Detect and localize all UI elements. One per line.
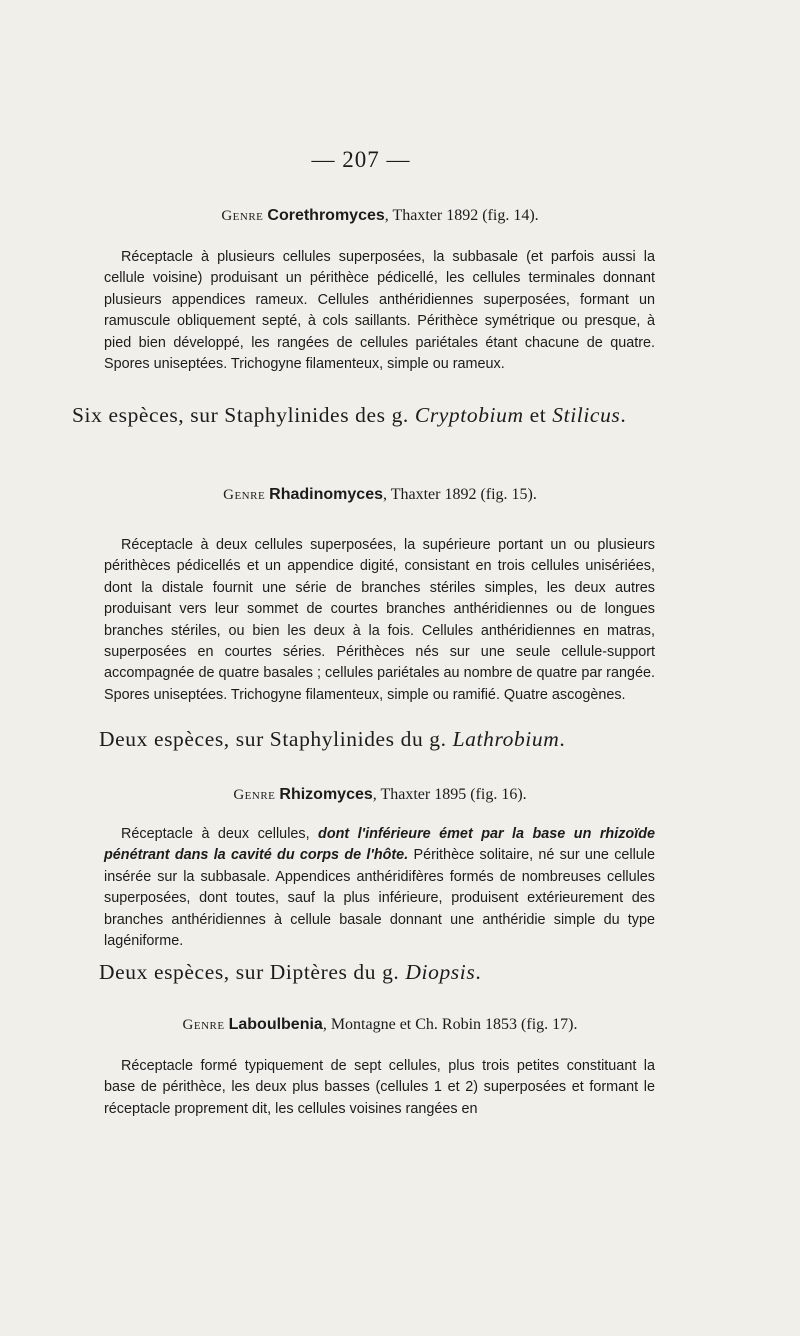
genre-citation: , Thaxter 1892 (fig. 14). xyxy=(384,207,539,224)
genre-citation: , Montagne et Ch. Robin 1853 (fig. 17). xyxy=(322,1016,578,1033)
species-note-corethromyces xyxy=(72,402,655,428)
genre-name: Corethromyces xyxy=(267,207,385,224)
genre-label: Genre xyxy=(233,787,276,803)
genre-heading-corethromyces xyxy=(0,207,760,225)
species-note-rhizomyces xyxy=(99,959,481,985)
genre-label: Genre xyxy=(223,487,266,503)
species-prefix: Deux espèces, sur Staphylinides du g. xyxy=(99,727,453,751)
description-text: Réceptacle formé typiquement de sept cellules, plus trois petites constituant la base de périthèce, les deux plus basses (cellules 1 et 2) superposées et formant le réceptacle proprement dit, les cellules voisines rangées en xyxy=(104,1058,655,1117)
genre-heading-rhizomyces xyxy=(0,786,760,804)
description-laboulbenia xyxy=(104,1056,655,1120)
genre-label: Genre xyxy=(221,208,264,224)
genre-citation: , Thaxter 1892 (fig. 15). xyxy=(382,486,537,503)
description-plain: Périthèce solitaire, né sur une cellule insérée sur la subbasale. Appendices anthéridifères formés de nombreuses cellules superposées, dont toutes, sauf la plus inférieure, produisent extérieurement des branches anthéridiennes à cellule basale donnant une anthéridie simple du type lagéniforme. xyxy=(104,847,655,950)
genre-heading-laboulbenia xyxy=(0,1016,760,1034)
description-emphasis: dont l'inférieure émet par la base un rhizoïde pénétrant dans la cavité du corps de l'hôte. xyxy=(104,826,655,864)
description-text: Réceptacle à plusieurs cellules superposées, la subbasale (et parfois aussi la cellule voisine) produisant un périthèce pédicellé, les cellules terminales donnant plusieurs appendices rameux. Cellules anthéridiennes superposées, formant un ramuscule obliquement septé, à cols saillants. Périthèce symétrique ou presque, à pied bien développé, les rangées de cellules pariétales étant chacune de quatre. Spores uniseptées. Trichogyne filamenteux, simple ou rameux. xyxy=(104,249,655,373)
description-text xyxy=(104,824,655,952)
species-suffix: . xyxy=(620,403,627,427)
genre-name: Rhadinomyces xyxy=(269,486,383,503)
species-genus: Lathrobium xyxy=(452,727,560,751)
genre-heading-rhadinomyces xyxy=(0,486,760,504)
species-genus: Diopsis xyxy=(405,960,476,984)
species-note-rhadinomyces xyxy=(99,726,565,752)
description-rhizomyces xyxy=(104,824,655,952)
genre-citation: , Thaxter 1895 (fig. 16). xyxy=(372,786,527,803)
species-prefix: Deux espèces, sur Diptères du g. xyxy=(99,960,406,984)
species-suffix: . xyxy=(559,727,566,751)
description-text: Réceptacle à deux cellules superposées, la supérieure portant un ou plusieurs périthèces pédicellés et un appendice digité, consistant en trois cellules unisériées, dont la distale fournit une série de branches stériles simples, les deux autres produisant vers leur sommet de courtes branches anthéridiennes ou de longues branches stériles, ou bien les deux à la fois. Cellules anthéridiennes en matras, superposées en courtes séries. Périthèces nés sur une seule cellule-support accompagnée de quatre basales ; cellules pariétales au nombre de quatre par rangée. Spores uniseptées. Trichogyne filamenteux, simple ou ramifié. Quatre ascogènes. xyxy=(104,537,655,703)
species-genus: Stilicus xyxy=(552,403,621,427)
description-corethromyces xyxy=(104,247,655,375)
genre-name: Laboulbenia xyxy=(228,1016,323,1033)
species-connector: et xyxy=(523,403,553,427)
genre-name: Rhizomyces xyxy=(279,786,373,803)
genre-label: Genre xyxy=(182,1017,225,1033)
description-plain: Réceptacle à deux cellules, xyxy=(121,826,319,842)
species-suffix: . xyxy=(475,960,482,984)
description-rhadinomyces xyxy=(104,535,655,706)
species-genus: Cryptobium xyxy=(414,403,524,427)
species-prefix: Six espèces, sur Staphylinides des g. xyxy=(72,403,415,427)
page-number: — 207 — xyxy=(311,147,411,172)
